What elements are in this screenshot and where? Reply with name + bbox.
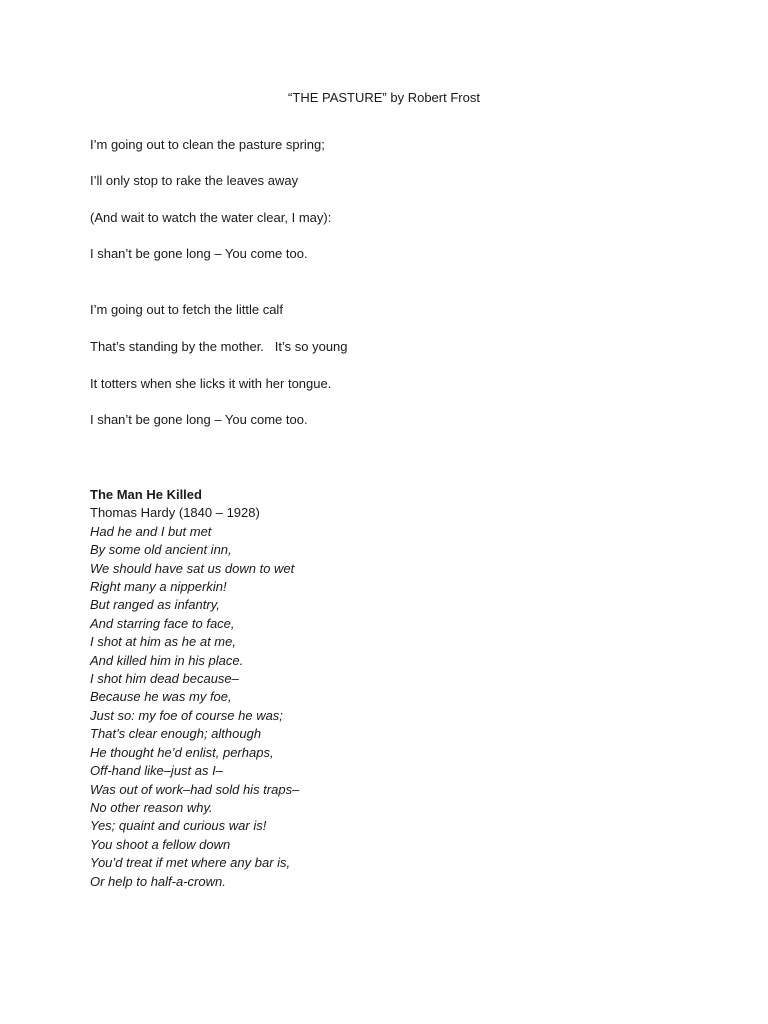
poem-line: Had he and I but met — [90, 523, 212, 539]
poem-line: Just so: my foe of course he was; — [90, 707, 283, 723]
poem-line: You shoot a fellow down — [90, 836, 231, 852]
pasture-stanza1-line-1: I’m going out to clean the pasture spring; — [90, 137, 325, 152]
poem-line: I shot at him as he at me, — [90, 634, 236, 650]
poem-line: No other reason why. — [90, 799, 213, 815]
poem-line: We should have sat us down to wet — [90, 560, 295, 576]
pasture-stanza2-line-3: It totters when she licks it with her tongue. — [90, 376, 332, 391]
poem-line: But ranged as infantry, — [90, 597, 220, 613]
poem-line: Off-hand like–just as I– — [90, 763, 223, 779]
poem-line: Because he was my foe, — [90, 689, 232, 705]
pasture-stanza2-line-4: I shan’t be gone long – You come too. — [90, 412, 308, 427]
poem-author: Thomas Hardy (1840 – 1928) — [90, 505, 260, 521]
pasture-stanza1-line-3: (And wait to watch the water clear, I may): — [90, 210, 332, 225]
poem-line: I shot him dead because– — [90, 671, 239, 687]
pasture-stanza2-line-2: That’s standing by the mother. It’s so young — [90, 339, 348, 354]
pasture-stanza1-line-4: I shan’t be gone long – You come too. — [90, 246, 308, 261]
man-he-killed-poem — [90, 486, 299, 891]
poem-line: Right many a nipperkin! — [90, 579, 227, 595]
poem-line: And starring face to face, — [90, 615, 235, 631]
poem-line: And killed him in his place. — [90, 652, 244, 668]
poem-title: The Man He Killed — [90, 487, 202, 502]
pasture-title: “THE PASTURE” by Robert Frost — [288, 90, 480, 105]
pasture-stanza1-line-2: I’ll only stop to rake the leaves away — [90, 173, 299, 188]
pasture-stanza2-line-1: I’m going out to fetch the little calf — [90, 302, 283, 317]
poem-line: He thought he’d enlist, perhaps, — [90, 744, 274, 760]
poem-line: Was out of work–had sold his traps– — [90, 781, 300, 797]
poem-line: Yes; quaint and curious war is! — [90, 818, 267, 834]
poem-line: You’d treat if met where any bar is, — [90, 855, 291, 871]
poem-line: Or help to half-a-crown. — [90, 873, 226, 889]
poem-line: That’s clear enough; although — [90, 726, 262, 742]
poem-line: By some old ancient inn, — [90, 542, 232, 558]
